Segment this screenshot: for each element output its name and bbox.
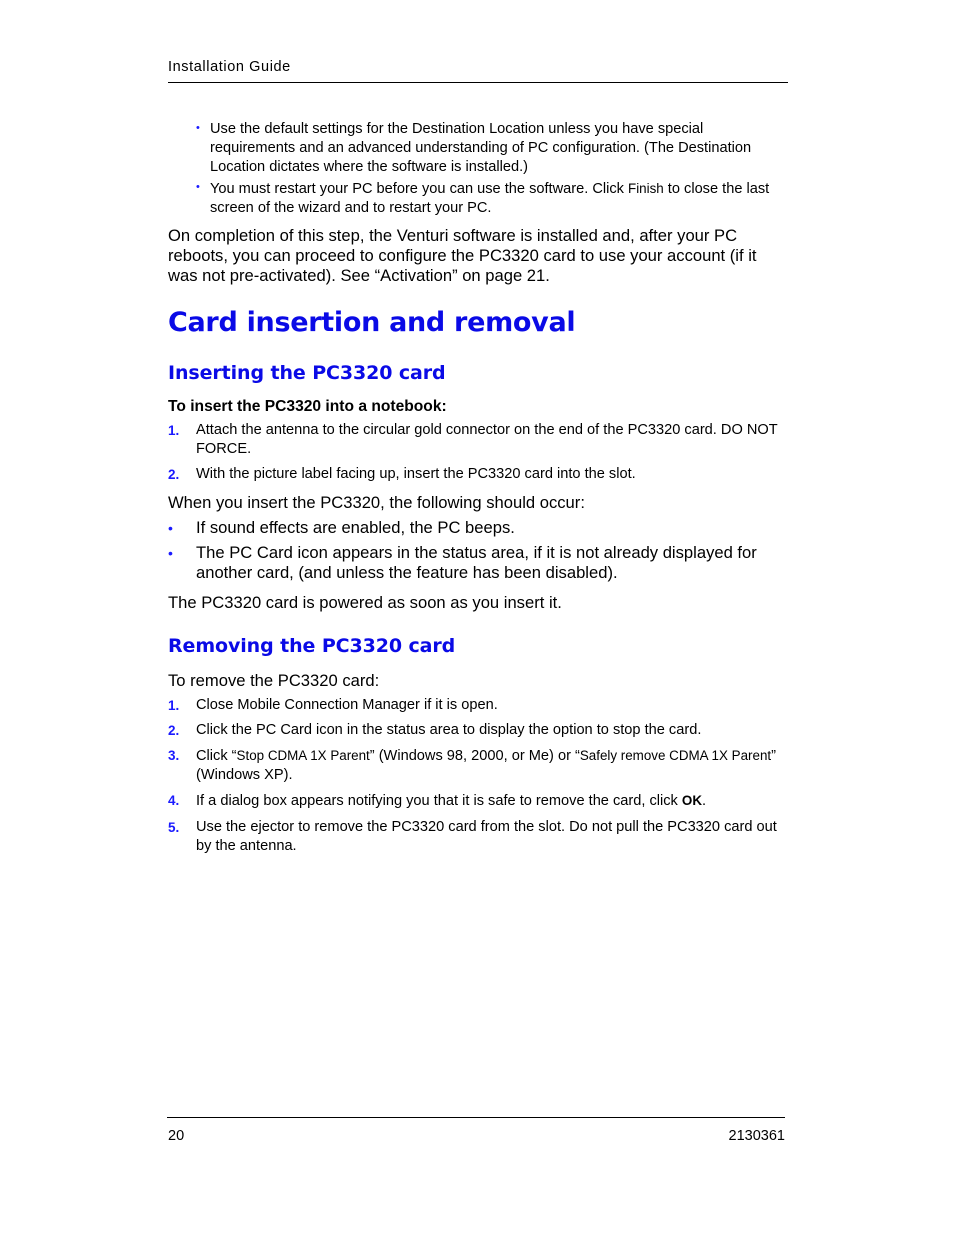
step-text: Close Mobile Connection Manager if it is open. bbox=[196, 696, 498, 713]
step-number: 5. bbox=[168, 819, 180, 835]
step-number: 2. bbox=[168, 722, 180, 738]
intro-bullet bbox=[168, 179, 788, 218]
step-text: Attach the antenna to the circular gold connector on the end of the PC3320 card. DO NOT FORCE. bbox=[196, 422, 778, 458]
completion-paragraph: On completion of this step, the Venturi software is installed and, after your PC reboots, you can proceed to configure the PC3320 card to use your account (if it was not pre-activated). See “Activation” on page 21. bbox=[168, 226, 757, 286]
occur-intro: When you insert the PC3320, the following should occur: bbox=[168, 492, 585, 512]
running-header: Installation Guide bbox=[168, 59, 291, 75]
step-text: ” (Windows XP). bbox=[196, 748, 776, 784]
intro-bullet-text: You must restart your PC before you can use the software. Click bbox=[210, 180, 629, 197]
document-number: 2130361 bbox=[728, 1128, 785, 1144]
page-number: 20 bbox=[168, 1128, 185, 1144]
step-text: . bbox=[702, 793, 707, 810]
page-body bbox=[168, 120, 788, 856]
subsection-heading-removing: Removing the PC3320 card bbox=[168, 634, 456, 657]
step-text: Click the PC Card icon in the status area to display the option to stop the card. bbox=[196, 721, 702, 738]
bullet-text: The PC Card icon appears in the status area, if it is not already displayed for another card, (and unless the feature has been disabled). bbox=[196, 542, 757, 582]
procedure-heading: To insert the PC3320 into a notebook: bbox=[168, 398, 447, 416]
list-item bbox=[168, 518, 788, 538]
step-number: 4. bbox=[168, 793, 180, 809]
header-rule bbox=[168, 82, 788, 83]
bullet-icon: • bbox=[168, 544, 173, 561]
bullet-icon: • bbox=[168, 519, 173, 536]
step-text: If a dialog box appears notifying you that it is safe to remove the card, click bbox=[196, 793, 682, 810]
step-text: ” (Windows 98, 2000, or Me) or “ bbox=[369, 748, 580, 765]
footer-rule bbox=[167, 1117, 785, 1118]
subsection-heading-inserting: Inserting the PC3320 card bbox=[168, 362, 446, 385]
bullet-icon: • bbox=[196, 122, 200, 134]
step-number: 3. bbox=[168, 748, 180, 764]
intro-bullet bbox=[168, 120, 788, 178]
list-item bbox=[168, 696, 788, 715]
powered-note: The PC3320 card is powered as soon as you insert it. bbox=[168, 592, 562, 612]
ui-term-safely-remove: Safely remove CDMA 1X Parent bbox=[579, 748, 772, 764]
ui-term-stop: Stop CDMA 1X Parent bbox=[236, 748, 370, 764]
intro-bullet-text: to close the last screen of the wizard and to restart your PC. bbox=[210, 180, 770, 216]
list-item bbox=[168, 543, 788, 583]
step-text: With the picture label facing up, insert the PC3320 card into the slot. bbox=[196, 466, 636, 483]
list-item bbox=[168, 421, 788, 459]
step-text: Click “ bbox=[196, 748, 237, 765]
list-item bbox=[168, 721, 788, 740]
step-number: 1. bbox=[168, 423, 180, 439]
ui-term-ok: OK bbox=[681, 793, 702, 809]
intro-bullet-text: Use the default settings for the Destination Location unless you have special requirements and an advanced understanding of PC configuration. (The Destination Location dictates where the software is installed.) bbox=[210, 121, 752, 176]
removal-intro: To remove the PC3320 card: bbox=[168, 670, 380, 690]
step-number: 2. bbox=[168, 467, 180, 483]
bullet-icon: • bbox=[196, 180, 200, 193]
list-item bbox=[168, 791, 788, 811]
list-item bbox=[168, 746, 788, 785]
step-text: Use the ejector to remove the PC3320 card from the slot. Do not pull the PC3320 card out by the antenna. bbox=[196, 818, 777, 854]
bullet-text: If sound effects are enabled, the PC beeps. bbox=[196, 517, 515, 537]
list-item bbox=[168, 818, 788, 856]
ui-term-finish: Finish bbox=[628, 180, 664, 196]
list-item bbox=[168, 465, 788, 484]
step-number: 1. bbox=[168, 697, 180, 713]
section-title: Card insertion and removal bbox=[168, 307, 576, 339]
